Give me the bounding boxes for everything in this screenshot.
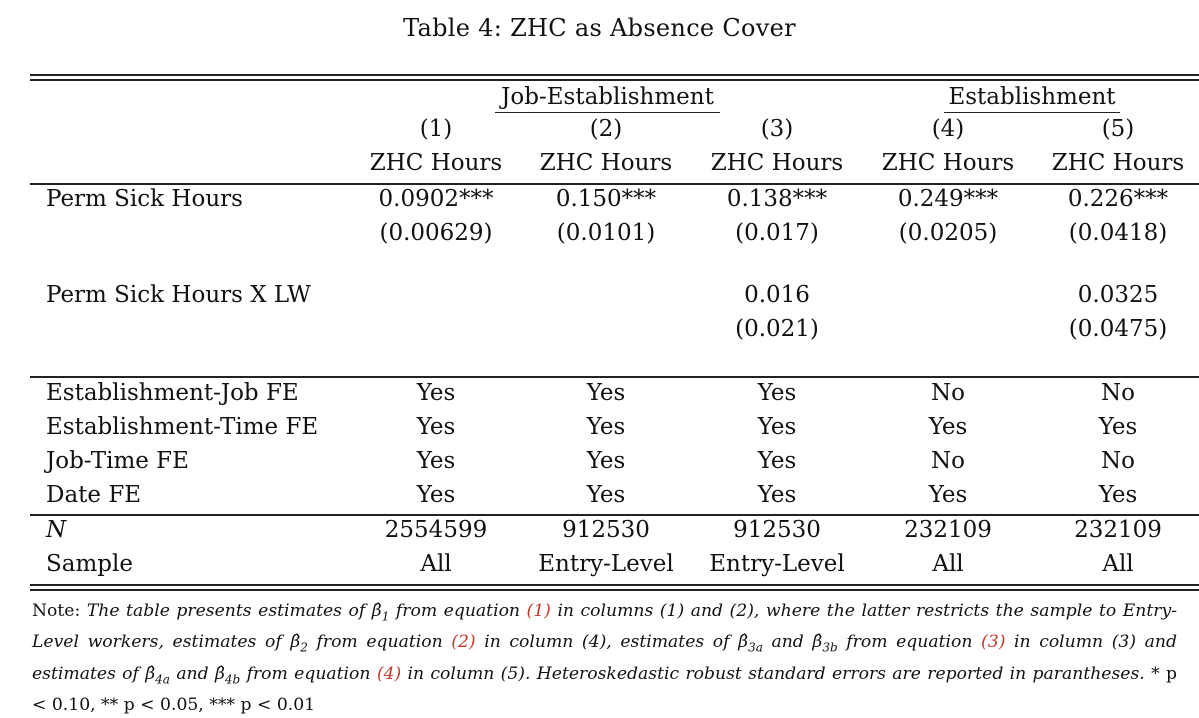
fe-cell: Yes (586, 380, 626, 406)
beta-symbol (812, 632, 838, 655)
table-note (32, 598, 1177, 718)
column-number: (3) (760, 116, 794, 142)
beta-subscript: 2 (300, 640, 308, 655)
note-text: and (771, 632, 804, 653)
beta-subscript: 3b (822, 640, 838, 655)
row-label: Perm Sick Hours (46, 186, 243, 212)
fe-cell: Yes (757, 414, 797, 440)
se-row-perm-sick-hours-x-lw (0, 316, 1199, 350)
column-header: ZHC Hours (710, 150, 844, 176)
header-rule (30, 183, 1199, 185)
table-caption: Table 4: ZHC as Absence Cover (403, 14, 796, 42)
row-label: Date FE (46, 482, 142, 508)
beta-symbol (290, 632, 308, 655)
fe-cell: Yes (416, 448, 456, 474)
sample-cell: All (1102, 551, 1134, 577)
n-section-rule (30, 514, 1199, 516)
row-label: Job-Time FE (46, 448, 189, 474)
bottom-rule-1 (30, 584, 1199, 586)
beta-subscript: 3a (748, 640, 763, 655)
note-text: and (176, 663, 209, 684)
column-header: ZHC Hours (539, 150, 673, 176)
fe-cell: No (931, 380, 965, 406)
equation-link[interactable]: (2) (451, 632, 476, 653)
std-error-cell: (0.0101) (556, 220, 656, 246)
row-label: Perm Sick Hours X LW (46, 282, 311, 308)
column-header-row (0, 150, 1199, 184)
n-cell: 912530 (562, 517, 650, 543)
equation-link[interactable]: (4) (376, 663, 402, 684)
row-label: Establishment-Time FE (46, 414, 319, 440)
significance-legend: * p < 0.10, ** p < 0.05, *** p < 0.01 (32, 663, 1178, 716)
fe-cell: Yes (757, 380, 797, 406)
column-header: ZHC Hours (881, 150, 1015, 176)
n-cell: 912530 (733, 517, 821, 543)
equation-link[interactable]: (3) (981, 632, 1006, 653)
beta-hat: β̂ (214, 663, 225, 684)
equation-link[interactable]: (1) (526, 601, 551, 621)
fe-cell: Yes (416, 380, 456, 406)
note-text: from equation (395, 601, 520, 621)
fe-cell: Yes (416, 482, 456, 508)
sample-cell: All (932, 551, 964, 577)
estimate-cell: 0.249*** (897, 186, 999, 212)
estimate-cell: 0.226*** (1067, 186, 1169, 212)
beta-subscript: 4a (155, 672, 170, 687)
sample-cell: Entry-Level (709, 551, 845, 577)
estimate-cell: 0.150*** (555, 186, 657, 212)
beta-hat: β̂ (290, 632, 301, 653)
fe-cell: Yes (1098, 414, 1138, 440)
fe-cell: No (1101, 380, 1135, 406)
beta-symbol (214, 663, 241, 687)
fe-cell: Yes (586, 482, 626, 508)
n-cell: 2554599 (384, 517, 488, 543)
sample-row (0, 551, 1199, 585)
group-header-establishment: Establishment (944, 84, 1120, 113)
beta-hat: β̂ (145, 663, 156, 684)
beta-subscript: 1 (381, 609, 390, 624)
std-error-cell: (0.017) (735, 220, 819, 246)
column-number-row (0, 116, 1199, 150)
note-prefix: Note: (32, 601, 81, 621)
estimate-cell: 0.016 (744, 282, 810, 308)
row-label: N (46, 517, 67, 543)
fe-cell: No (931, 448, 965, 474)
fe-row-date (0, 482, 1199, 516)
column-number: (1) (419, 116, 453, 142)
n-cell: 232109 (1074, 517, 1162, 543)
coef-row-perm-sick-hours-x-lw (0, 282, 1199, 316)
std-error-cell: (0.0475) (1068, 316, 1168, 342)
note-text: in column (4), estimates of (484, 632, 730, 653)
beta-symbol (145, 663, 170, 687)
fe-cell: Yes (416, 414, 456, 440)
top-rule-2 (30, 79, 1199, 81)
note-text: from equation (316, 632, 443, 653)
beta-hat: β̂ (812, 632, 823, 653)
column-header: ZHC Hours (369, 150, 503, 176)
note-text: The table presents estimates of (86, 601, 366, 621)
column-number: (4) (931, 116, 965, 142)
fe-cell: Yes (586, 414, 626, 440)
std-error-cell: (0.00629) (379, 220, 493, 246)
note-text: in column (5). Heteroskedastic robust standard errors are reported in parantheses. (407, 663, 1145, 684)
se-row-perm-sick-hours (0, 220, 1199, 254)
fe-cell: No (1101, 448, 1135, 474)
group-header-job-establishment: Job-Establishment (495, 84, 720, 113)
std-error-cell: (0.0205) (898, 220, 998, 246)
column-header: ZHC Hours (1051, 150, 1185, 176)
note-text: in column (3) and estimates of (32, 632, 1177, 684)
fe-cell: Yes (928, 482, 968, 508)
fe-row-job-time (0, 448, 1199, 482)
column-number: (5) (1101, 116, 1135, 142)
note-text: from equation (846, 632, 973, 653)
estimate-cell: 0.138*** (726, 186, 828, 212)
std-error-cell: (0.0418) (1068, 220, 1168, 246)
row-label: Sample (46, 551, 133, 577)
n-cell: 232109 (904, 517, 992, 543)
fe-cell: Yes (757, 448, 797, 474)
top-rule-1 (30, 74, 1199, 76)
note-text: in columns (1) and (2), where the latter restricts the sample to Entry-Level workers, estimates of (32, 601, 1177, 653)
sample-cell: Entry-Level (538, 551, 674, 577)
row-label: Establishment-Job FE (46, 380, 299, 406)
n-row (0, 517, 1199, 551)
beta-symbol (738, 632, 763, 655)
fe-row-establishment-job (0, 380, 1199, 414)
estimate-cell: 0.0902*** (378, 186, 494, 212)
beta-hat: β̂ (738, 632, 749, 653)
fe-cell: Yes (586, 448, 626, 474)
fe-section-rule (30, 376, 1199, 378)
sample-cell: All (420, 551, 452, 577)
estimate-cell: 0.0325 (1077, 282, 1159, 308)
fe-cell: Yes (928, 414, 968, 440)
fe-row-establishment-time (0, 414, 1199, 448)
column-number: (2) (589, 116, 623, 142)
std-error-cell: (0.021) (735, 316, 819, 342)
note-text: from equation (246, 663, 371, 684)
beta-subscript: 4b (224, 672, 241, 687)
beta-symbol (371, 601, 390, 624)
coef-row-perm-sick-hours (0, 186, 1199, 220)
fe-cell: Yes (1098, 482, 1138, 508)
bottom-rule-2 (30, 589, 1199, 591)
beta-hat: β̂ (371, 601, 382, 621)
fe-cell: Yes (757, 482, 797, 508)
